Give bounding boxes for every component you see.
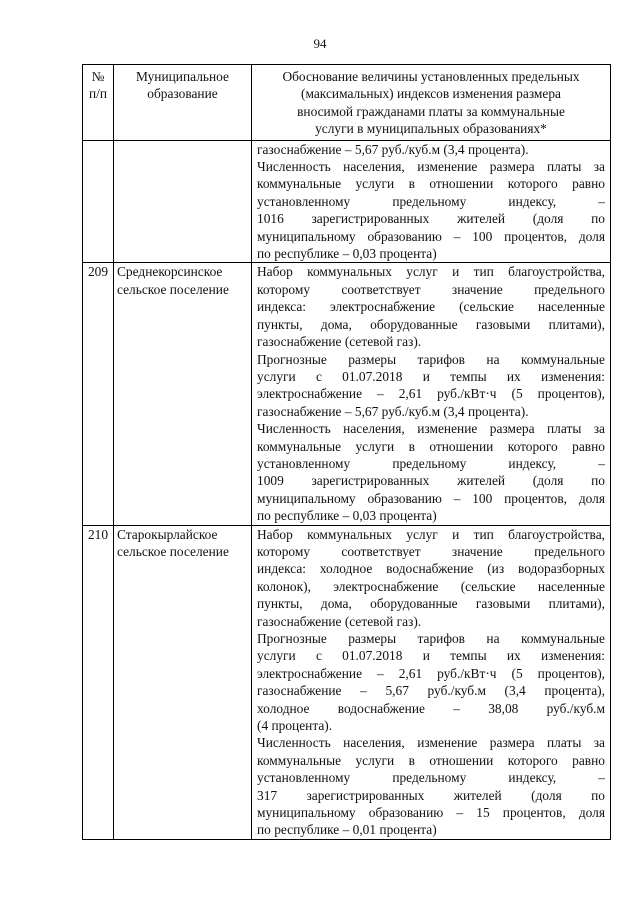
- justification-line: пункты, дома, оборудованные газовыми плитами),: [257, 596, 605, 612]
- justification-line: Прогнозные размеры тарифов на коммунальные: [257, 351, 605, 367]
- justification-line: электроснабжение – 2,61 руб./кВт·ч (5 процентов),: [257, 386, 605, 402]
- header-number: [83, 65, 114, 141]
- table-header-row: [83, 65, 611, 141]
- municipality-line: Старокырлайское: [117, 526, 218, 542]
- justification-line: коммунальные услуги в отношении которого равно: [257, 176, 605, 192]
- justification-line: коммунальные услуги в отношении которого равно: [257, 438, 605, 454]
- justification-line: по республике – 0,03 процента): [257, 508, 437, 524]
- justification-line: Набор коммунальных услуг и тип благоустройства,: [257, 264, 605, 280]
- justification-cell: [252, 140, 611, 263]
- justification-cell: [252, 525, 611, 839]
- justification-line: холодное водоснабжение – 38,08 руб./куб.м: [257, 700, 605, 716]
- justification-line: по республике – 0,03 процента): [257, 246, 437, 262]
- municipality-line: сельское поселение: [117, 281, 229, 297]
- municipality-cell: [114, 263, 252, 525]
- justification-line: установленному предельному индексу, –: [257, 455, 605, 471]
- justification-line: 1009 зарегистрированных жителей (доля по: [257, 473, 605, 489]
- justification-line: которому соответствует значение предельного: [257, 543, 605, 559]
- header-line: п/п: [88, 86, 108, 102]
- justification-line: муниципальному образованию – 100 процентов, доля: [257, 228, 605, 244]
- page-number: 94: [313, 36, 327, 51]
- justification-line: пункты, дома, оборудованные газовыми плитами),: [257, 316, 605, 332]
- municipality-line: Среднекорсинское: [117, 264, 223, 280]
- justification-line: муниципальному образованию – 100 процентов, доля: [257, 490, 605, 506]
- justification-cell: [252, 263, 611, 525]
- justification-line: установленному предельному индексу, –: [257, 193, 605, 209]
- justification-line: Прогнозные размеры тарифов на коммунальные: [257, 631, 605, 646]
- header-line: услуги в муниципальных образованиях*: [315, 121, 547, 137]
- justification-line: 317 зарегистрированных жителей (доля по: [257, 787, 605, 803]
- justification-line: установленному предельному индексу, –: [257, 770, 605, 786]
- header-line: образование: [147, 86, 218, 102]
- justification-line: Численность населения, изменение размера платы за: [257, 735, 605, 751]
- justification-line: Численность населения, изменение размера платы за: [257, 421, 605, 437]
- table-row: [83, 140, 611, 263]
- tariff-table: [82, 64, 611, 840]
- row-number: 209: [83, 263, 114, 525]
- justification-line: муниципальному образованию – 15 процентов, доля: [257, 805, 605, 821]
- header-line: №: [91, 69, 105, 84]
- justification-line: услуги с 01.07.2018 и темпы их изменения:: [257, 648, 605, 664]
- row-number: 210: [83, 525, 114, 839]
- justification-line: индекса: холодное водоснабжение (из водоразборных: [257, 561, 605, 577]
- justification-line: газоснабжение – 5,67 руб./куб.м (3,4 процента).: [257, 141, 529, 157]
- justification-line: индекса: электроснабжение (сельские населенные: [257, 299, 605, 315]
- justification-line: по республике – 0,01 процента): [257, 822, 437, 838]
- justification-line: газоснабжение (сетевой газ).: [257, 613, 422, 629]
- header-line: вносимой гражданами платы за коммунальные: [297, 103, 565, 119]
- header-municipality: [114, 65, 252, 141]
- justification-line: газоснабжение (сетевой газ).: [257, 334, 422, 350]
- table-body: [83, 140, 611, 839]
- municipality-cell: [114, 525, 252, 839]
- header-justification: [252, 65, 611, 141]
- header-line: Муниципальное: [136, 69, 229, 84]
- justification-line: электроснабжение – 2,61 руб./кВт·ч (5 процентов),: [257, 665, 605, 681]
- header-line: (максимальных) индексов изменения размера: [301, 86, 561, 102]
- justification-line: которому соответствует значение предельного: [257, 281, 605, 297]
- justification-line: Численность населения, изменение размера платы за: [257, 159, 605, 175]
- justification-line: колонок), электроснабжение (сельские населенные: [257, 578, 605, 594]
- header-line: Обоснование величины установленных предельных: [282, 69, 580, 84]
- justification-line: газоснабжение – 5,67 руб./куб.м (3,4 процента).: [257, 403, 529, 419]
- municipality-cell: [114, 140, 252, 263]
- justification-line: Набор коммунальных услуг и тип благоустройства,: [257, 526, 605, 542]
- table-row: [83, 525, 611, 839]
- justification-line: услуги с 01.07.2018 и темпы их изменения:: [257, 368, 605, 384]
- table-row: [83, 263, 611, 525]
- justification-line: (4 процента).: [257, 718, 333, 734]
- justification-line: коммунальные услуги в отношении которого равно: [257, 752, 605, 768]
- justification-line: 1016 зарегистрированных жителей (доля по: [257, 211, 605, 227]
- justification-line: газоснабжение – 5,67 руб./куб.м (3,4 процента),: [257, 683, 605, 699]
- row-number: [83, 140, 114, 263]
- municipality-line: сельское поселение: [117, 543, 229, 559]
